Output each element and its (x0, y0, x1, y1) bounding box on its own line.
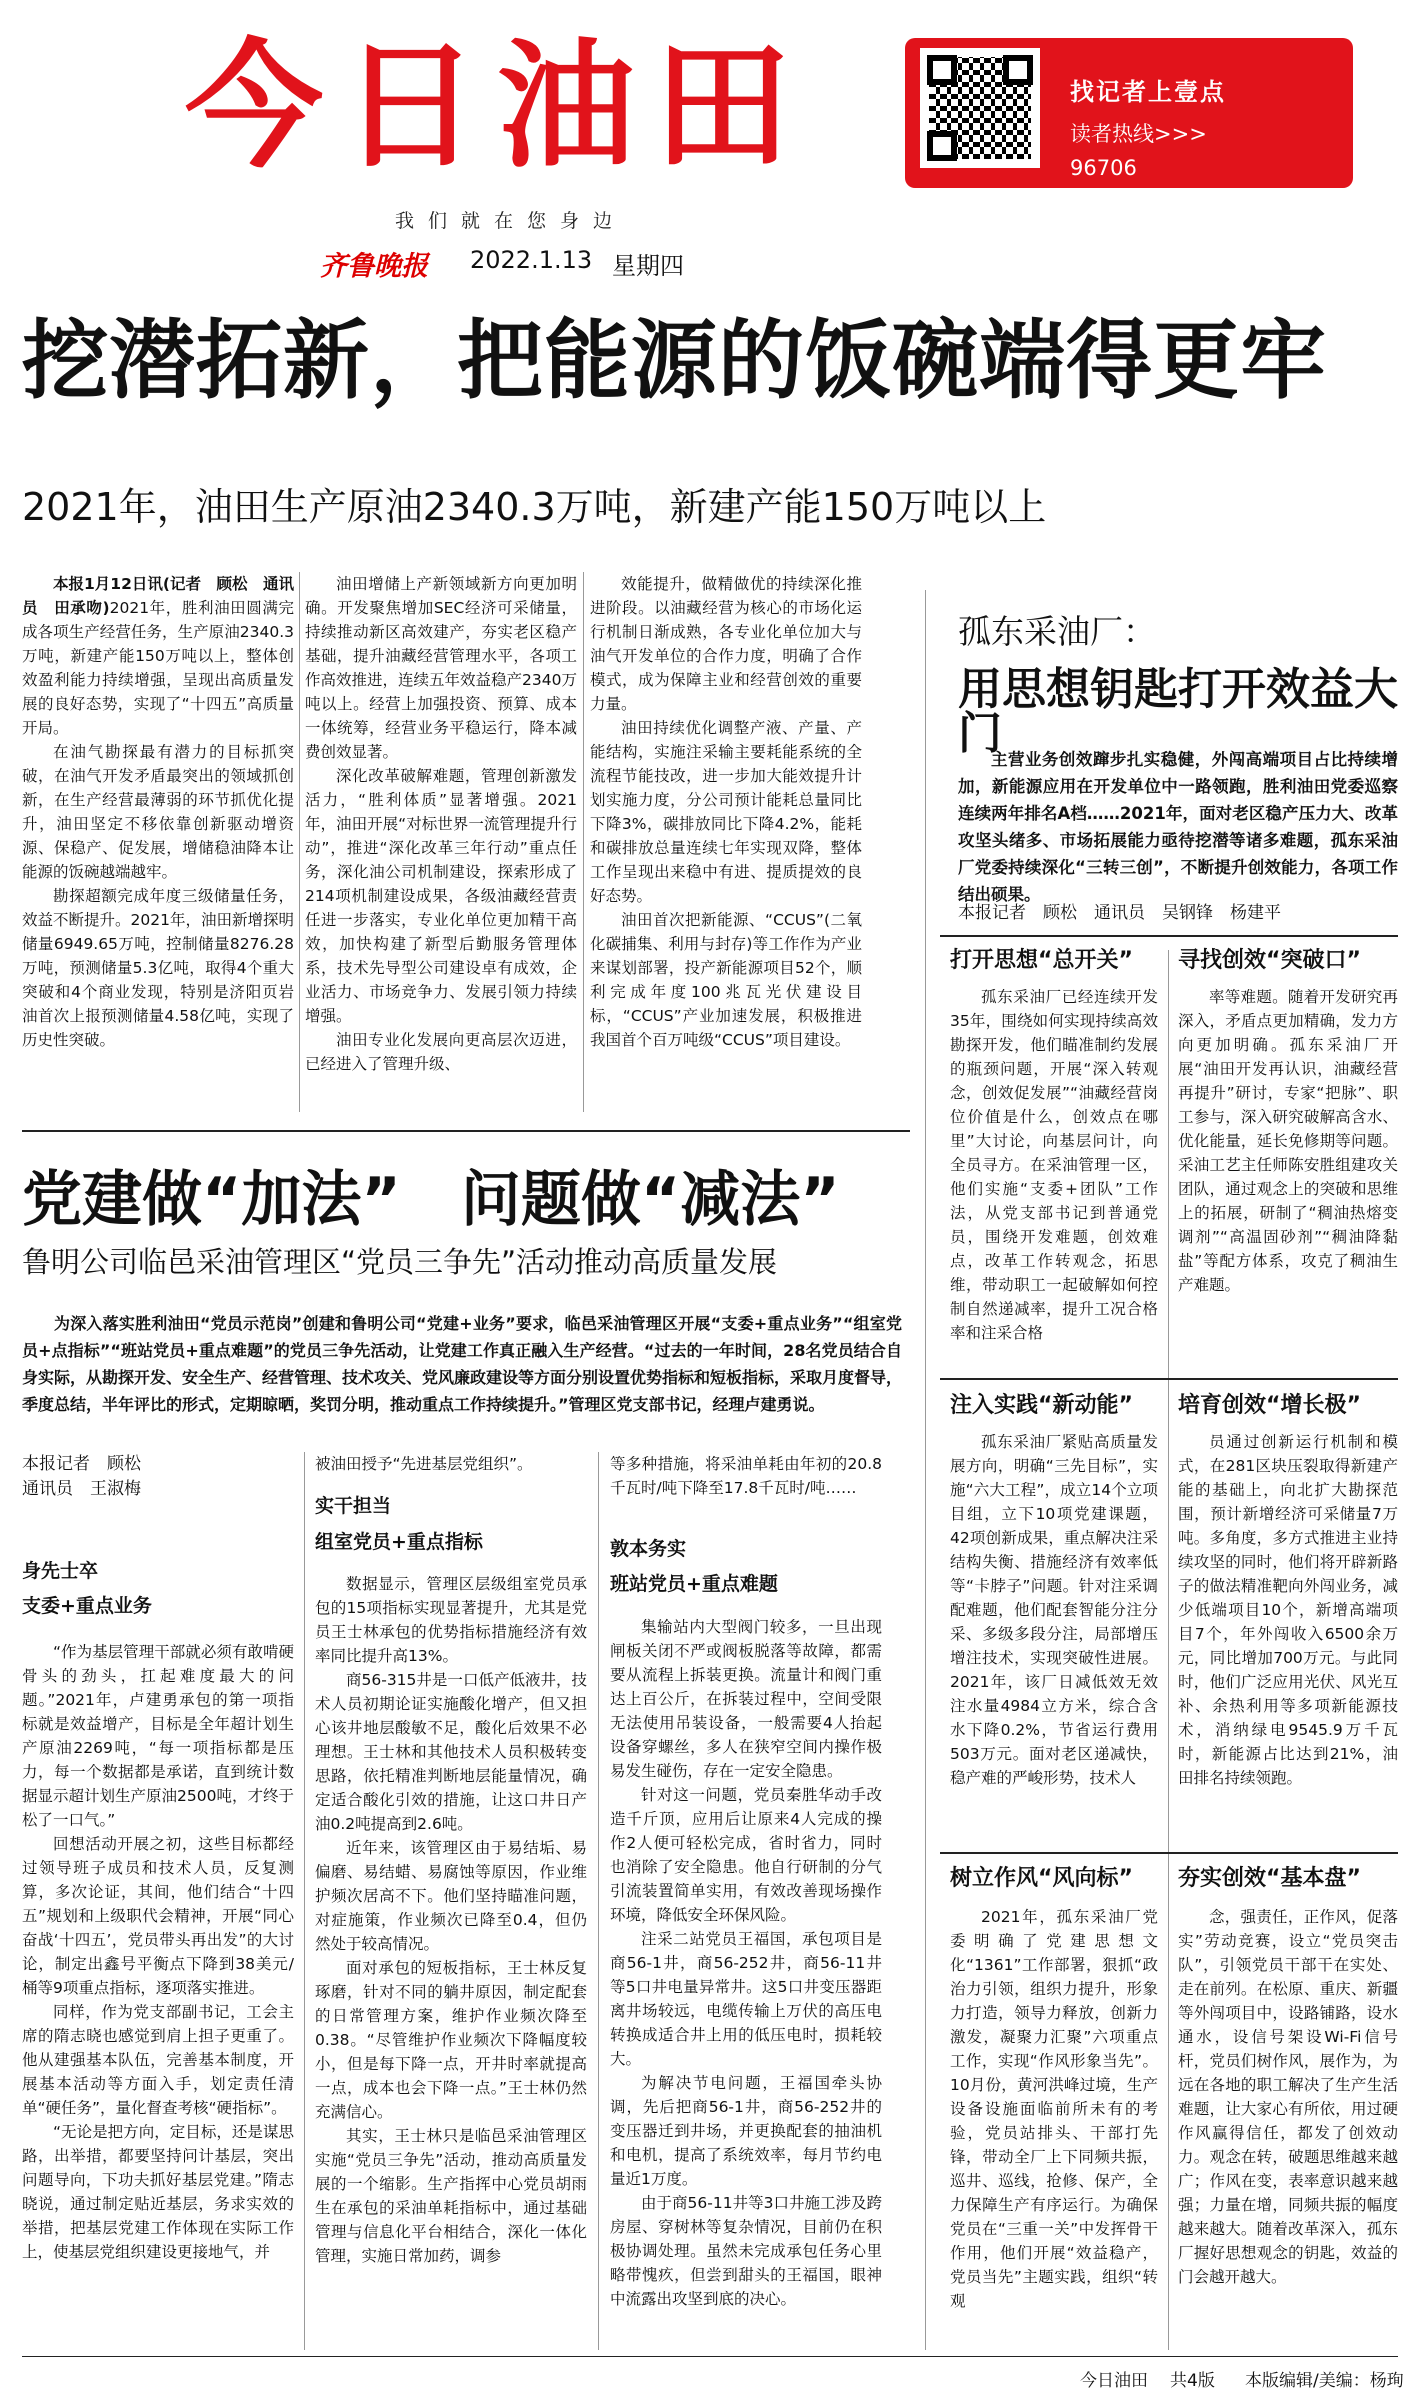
second-paragraph: “无论是把方向，定目标，还是谋思路，出举措，都要坚持问计基层，突出问题导向，下功夫抓好基层党建。”隋志晓说，通过制定贴近基层，务求实效的举措，把基层党建工作体现在实际工作上，使基层党组织建设更接地气，并 (22, 2123, 294, 2261)
second-column-1 (22, 1640, 294, 2350)
second-subhead: 鲁明公司临邑采油管理区“党员三争先”活动推动高质量发展 (22, 1245, 778, 1279)
lead-column-3 (590, 572, 862, 1112)
footer-section: 今日油田 (1080, 2371, 1148, 2391)
side-section-title: 树立作风“风向标” (950, 1866, 1133, 1891)
second-paragraph: 数据显示，管理区层级组室党员承包的15项指标实现显著提升，尤其是党员王士林承包的优势指标措施经济有效率同比提升高13%。 (315, 1575, 587, 1665)
lead-paragraph: 油田专业化发展向更高层次迈进，已经进入了管理升级、 (305, 1031, 577, 1073)
divider (940, 1378, 1398, 1380)
column-rule (299, 572, 300, 1112)
lead-paragraph: 勘探超额完成年度三级储量任务，效益不断提升。2021年，油田新增探明储量6949.65万吨，控制储量8276.28万吨，预测储量5.3亿吨，取得4个重大突破和4个商业发现，特别是济阳页岩油首次上报预测储量4.58亿吨，实现了历史性突破。 (22, 887, 294, 1049)
lead-paragraph: 油田增储上产新领域新方向更加明确。开发聚焦增加SEC经济可采储量，持续推动新区高效建产，夯实老区稳产基础，提升油藏经营管理水平，各项工作高效推进，连续五年效益稳产2340万吨以上。经营上加强投资、预算、成本一体统筹，经营业务平稳运行，降本减费创效显著。 (305, 575, 577, 761)
newspaper-brand: 齐鲁晚报 (320, 251, 428, 282)
column-rule (925, 590, 926, 2350)
side-section-text: 2021年，孤东采油厂党委明确了党建思想文化“1361”工作部署，狠抓“政治力引领，组织力提升，形象力打造，领导力释放，创新力激发，凝聚力汇聚”六项重点工作，实现“作风形象当先”。10月份，黄河洪峰过境，生产设备设施面临前所未有的考验，党员站排头、干部打先锋，带动全厂上下同频共振，巡井、巡线，抢修、保产，全力保障生产有序运行。为确保党员在“三重一关”中发挥骨干作用，他们开展“效益稳产，党员当先”主题实践，组织“转观 (950, 1908, 1158, 2310)
side-byline: 本报记者 顾松 通讯员 吴钢锋 杨建平 (958, 903, 1281, 923)
second-paragraph: 商56-315井是一口低产低液井，技术人员初期论证实施酸化增产，但又担心该井地层酸敏不足，酸化后效果不必理想。王士林和其他技术人员积极转变思路，依托精准判断地层能量情况，确定适合酸化引效的措施，让这口井日产油0.2吨提高到2.6吨。 (315, 1671, 587, 1833)
side-section-text: 孤东采油厂已经连续开发35年，围绕如何实现持续高效勘探开发，他们瞄准制约发展的瓶颈问题，开展“深入转观念，创效促发展”“油藏经营岗位价值是什么，创效点在哪里”大讨论，向基层问计，向全员寻方。在采油管理一区，他们实施“支委+团队”工作法，从党支部书记到普通党员，围绕开发难题，创效难点，改革工作转观念，拓思维，带动职工一起破解如何控制自然递减率，提升工况合格率和注采合格 (950, 988, 1158, 1342)
side-section-text: 员通过创新运行机制和模式，在281区块压裂取得新建产能的基础上，向北扩大勘探范围，预计新增经济可采储量7万吨。多角度，多方式推进主业持续攻坚的同时，他们将开辟新路子的做法精准靶向外闯业务，减少低端项目10个，新增高端项目7个，年外闯收入6500余万元，同比增加700万元。与此同时，他们广泛应用光伏、风光互补、余热利用等多项新能源技术，消纳绿电9545.9万千瓦时，新能源占比达到21%，油田排名持续领跑。 (1178, 1433, 1398, 1787)
second-byline: 本报记者 顾松 通讯员 王淑梅 (22, 1454, 141, 1499)
issue-date: 2022.1.13 (470, 246, 593, 274)
second-paragraph: “作为基层管理干部就必须有敢啃硬骨头的劲头，扛起难度最大的问题。”2021年，卢建勇承包的第一项指标就是效益增产，目标是全年超计划生产原油2269吨，“每一项指标都是压力，每一个数据都是承诺，直到统计数据显示超计划生产原油2500吨，才终于松了一口气。” (22, 1643, 294, 1829)
lead-paragraph: 在油气勘探最有潜力的目标抓突破，在油气开发矛盾最突出的领域抓创新，在生产经营最薄弱的环节抓优化提升，油田坚定不移依靠创新驱动增资源、保稳产、促发展，增储稳油降本让能源的饭碗越端越牢。 (22, 743, 294, 881)
lead-column-1 (22, 572, 294, 1112)
second-paragraph: 同样，作为党支部副书记，工会主席的隋志晓也感觉到肩上担子更重了。他从建强基本队伍，完善基本制度，开展基本活动等方面入手，划定责任清单“硬任务”，量化督查考核“硬指标”。 (22, 2003, 294, 2117)
second-column-2 (315, 1572, 587, 2350)
divider (22, 1130, 910, 1132)
lead-headline: 挖潜拓新，把能源的饭碗端得更牢 (22, 311, 1327, 411)
second-headline: 党建做“加法” 问题做“减法” (22, 1165, 840, 1235)
second-paragraph: 针对这一问题，党员秦胜华动手改造千斤顶，应用后让原来4人完成的操作2人便可轻松完成，省时省力，同时也消除了安全隐患。他自行研制的分气引流装置简单实用，有效改善现场操作环境，降低安全环保风险。 (610, 1786, 882, 1924)
masthead-slogan: 我们就在您身边 (395, 210, 627, 232)
lead-column-2 (305, 572, 577, 1112)
side-section-title: 注入实践“新动能” (950, 1393, 1133, 1418)
divider (940, 935, 1398, 937)
column-rule (1168, 950, 1169, 2350)
second-paragraph: 近年来，该管理区由于易结垢、易偏磨、易结蜡、易腐蚀等原因，作业维护频次居高不下。他们坚持瞄准问题，对症施策，作业频次已降至0.4，但仍然处于较高情况。 (315, 1839, 587, 1953)
second-paragraph: 注采二站党员王福国，承包项目是商56-1井，商56-252井，商56-11井等5口井电量异常井。这5口井变压器距离井场较远，电缆传输上万伏的高压电转换成适合井上用的低压电时，损耗较大。 (610, 1930, 882, 2068)
side-title: 用思想钥匙打开效益大门 (958, 664, 1398, 759)
promo-hotline: 读者热线>>> (1070, 122, 1207, 146)
lead-paragraph: 油田首次把新能源、“CCUS”(二氧化碳捕集、利用与封存)等工作作为产业来谋划部署，投产新能源项目52个，顺利完成年度100兆瓦光伏建设目标，“CCUS”产业加速发展，积极推进我国首个百万吨级“CCUS”项目建设。 (590, 911, 862, 1049)
second-col3-top: 等多种措施，将采油单耗由年初的20.8千瓦时/吨下降至17.8千瓦时/吨…… (610, 1455, 882, 1497)
lead-paragraph: 深化改革破解难题，管理创新激发活力，“胜利体质”显著增强。2021年，油田开展“对标世界一流管理提升行动”，推进“深化改革三年行动”重点任务，深化油公司机制建设，探索形成了214项机制建设成果，各级油藏经营责任进一步落实，专业化单位更加精干高效，加快构建了新型后勤服务管理体系，技术先导型公司建设卓有成效，企业活力、市场竞争力、发展引领力持续增强。 (305, 767, 577, 1025)
column-rule (304, 1452, 305, 2350)
section-title: 组室党员+重点指标 (315, 1531, 483, 1553)
second-lead: 为深入落实胜利油田“党员示范岗”创建和鲁明公司“党建+业务”要求，临邑采油管理区开展“支委+重点业务”“组室党员+点指标”“班站党员+重点难题”的党员三争先活动，让党建工作真正融入生产经营。“过去的一年时间，28名党员结合自身实际，从勘探开发、安全生产、经营管理、技术攻关、党风廉政建设等方面分别设置优势指标和短板指标，采取月度督导，季度总结，半年评比的形式，定期晾晒，奖罚分明，推动重点工作持续提升。”管理区党支部书记，经理卢建勇说。 (22, 1314, 903, 1414)
second-col2-top: 被油田授予“先进基层党组织”。 (315, 1455, 533, 1473)
section-kicker: 身先士卒 (22, 1560, 99, 1582)
second-paragraph: 集输站内大型阀门较多，一旦出现闸板关闭不严或阀板脱落等故障，都需要从流程上拆装更换。流量计和阀门重达上百公斤，在拆装过程中，空间受限无法使用吊装设备，一般需要4人抬起设备穿螺丝，多人在狭窄空间内操作极易发生碰伤，存在一定安全隐患。 (610, 1618, 882, 1780)
second-column-3 (610, 1615, 882, 2350)
second-paragraph: 为解决节电问题，王福国牵头协调，先后把商56-1井，商56-252井的变压器迁到井场，并更换配套的抽油机和电机，提高了系统效率，每月节约电量近1万度。 (610, 2074, 882, 2188)
lead-paragraph: 效能提升，做精做优的持续深化推进阶段。以油藏经营为核心的市场化运行机制日渐成熟，各专业化单位加大与油气开发单位的合作力度，明确了合作模式，成为保障主业和经营创效的重要力量。 (590, 575, 862, 713)
footer-editor: 本版编辑/美编：杨珣 (1245, 2371, 1404, 2391)
side-section-title: 夯实创效“基本盘” (1178, 1866, 1361, 1891)
section-kicker: 实干担当 (315, 1495, 392, 1517)
section-title: 支委+重点业务 (22, 1595, 152, 1617)
side-section-text: 率等难题。随着开发研究再深入，矛盾点更加精确，发力方向更加明确。孤东采油厂开展“油田开发再认识，油藏经营再提升”研讨，专家“把脉”、职工参与，深入研究破解高含水、优化能量，延长免修期等问题。采油工艺主任师陈安胜组建攻关团队，通过观念上的突破和思维上的拓展，研制了“稠油热熔变调剂”“高温固砂剂”“稠油降黏盐”等配方体系，攻克了稠油生产难题。 (1178, 988, 1398, 1294)
promo-title: 找记者上壹点 (1070, 78, 1226, 106)
side-section-title: 打开思想“总开关” (950, 948, 1133, 973)
issue-weekday: 星期四 (612, 252, 684, 280)
column-rule (583, 572, 584, 1112)
second-paragraph: 面对承包的短板指标，王士林反复琢磨，针对不同的躺井原因，制定配套的日常管理方案，维护作业频次降至0.38。“尽管维护作业频次下降幅度较小，但是每下降一点，开井时率就提高一点，成本也会下降一点。”王士林仍然充满信心。 (315, 1959, 587, 2121)
second-paragraph: 回想活动开展之初，这些目标都经过领导班子成员和技术人员，反复测算，多次论证，其间，他们结合“十四五”规划和上级职代会精神，开展“同心奋战‘十四五’，党员带头再出发”的大讨论，制定出鑫号平衡点下降到38美元/桶等9项重点指标，逐项落实推进。 (22, 1835, 294, 1997)
promo-hotline-number: 96706 (1070, 156, 1137, 180)
lead-subhead: 2021年，油田生产原油2340.3万吨，新建产能150万吨以上 (22, 485, 1047, 529)
side-kicker: 孤东采油厂： (958, 612, 1156, 651)
second-paragraph: 其实，王士林只是临邑采油管理区实施“党员三争先”活动，推动高质量发展的一个缩影。生产指挥中心党员胡雨生在承包的采油单耗指标中，通过基础管理与信息化平台相结合，深化一体化管理，实施日常加药，调参 (315, 2127, 587, 2265)
footer-page: 共4版 (1170, 2371, 1215, 2391)
column-rule (598, 1452, 599, 2350)
second-paragraph: 由于商56-11井等3口井施工涉及跨房屋、穿树林等复杂情况，目前仍在积极协调处理。虽然未完成承包任务心里略带愧疚，但尝到甜头的王福国，眼神中流露出攻坚到底的决心。 (610, 2194, 882, 2308)
side-section-text: 孤东采油厂紧贴高质量发展方向，明确“三先目标”，实施“六大工程”，成立14个立项目组，立下10项党建课题，42项创新成果，重点解决注采结构失衡、措施经济有效率低等“卡脖子”问题。针对注采调配难题，他们配套智能分注分采、多级多段分注，局部增压增注技术，实现突破性进展。2021年，该厂日减低效无效注水量4984立方米，综合含水下降0.2%，节省运行费用503万元。面对老区递减快，稳产难的严峻形势，技术人 (950, 1433, 1158, 1787)
footer-rule (22, 2356, 1398, 2357)
side-lead: 主营业务创效蹿步扎实稳健，外闯高端项目占比持续增加，新能源应用在开发单位中一路领跑，胜利油田党委巡察连续两年排名A档……2021年，面对老区稳产压力大、改革攻坚头绪多、市场拓展能力亟待挖潜等诸多难题，孤东采油厂党委持续深化“三转三创”，不断提升创效能力，各项工作结出硕果。 (958, 750, 1398, 904)
divider (940, 1852, 1398, 1854)
masthead-title: 今日油田 (185, 26, 810, 187)
side-section-title: 寻找创效“突破口” (1178, 948, 1361, 973)
section-title: 班站党员+重点难题 (610, 1573, 778, 1595)
section-kicker: 敦本务实 (610, 1538, 687, 1560)
side-section-text: 念，强责任，正作风，促落实”劳动竞赛，设立“党员突击队”，引领党员干部干在实处、走在前列。在松原、重庆、新疆等外闯项目中，设路铺路，设水通水，设信号架设Wi-Fi信号杆，党员们树作风，展作为，为远在各地的职工解决了生产生活难题，让大家心有所依，用过硬作风赢得信任，都发了创效动力。观念在转，破题思维越来越广；作风在变，表率意识越来越强；力量在增，同频共振的幅度越来越大。随着改革深入，孤东厂握好思想观念的钥匙，效益的门会越开越大。 (1178, 1908, 1398, 2286)
qr-code-icon[interactable] (920, 48, 1040, 168)
lead-byline: 本报1月12日讯(记者 顾松 通讯员 田承吻) (22, 575, 294, 617)
side-section-title: 培育创效“增长极” (1178, 1393, 1361, 1418)
lead-paragraph: 油田持续优化调整产液、产量、产能结构，实施注采输主要耗能系统的全流程节能技改，进一步加大能效提升计划实施力度，分公司预计能耗总量同比下降3%，碳排放同比下降4.2%，能耗和碳排放总量连续七年实现双降，整体工作呈现出来稳中有进、提质提效的良好态势。 (590, 719, 862, 905)
lead-paragraph: 2021年，胜利油田圆满完成各项生产经营任务，生产原油2340.3万吨，新建产能150万吨以上，整体创效盈利能力持续增强，呈现出高质量发展的良好态势，实现了“十四五”高质量开局。 (22, 599, 294, 737)
